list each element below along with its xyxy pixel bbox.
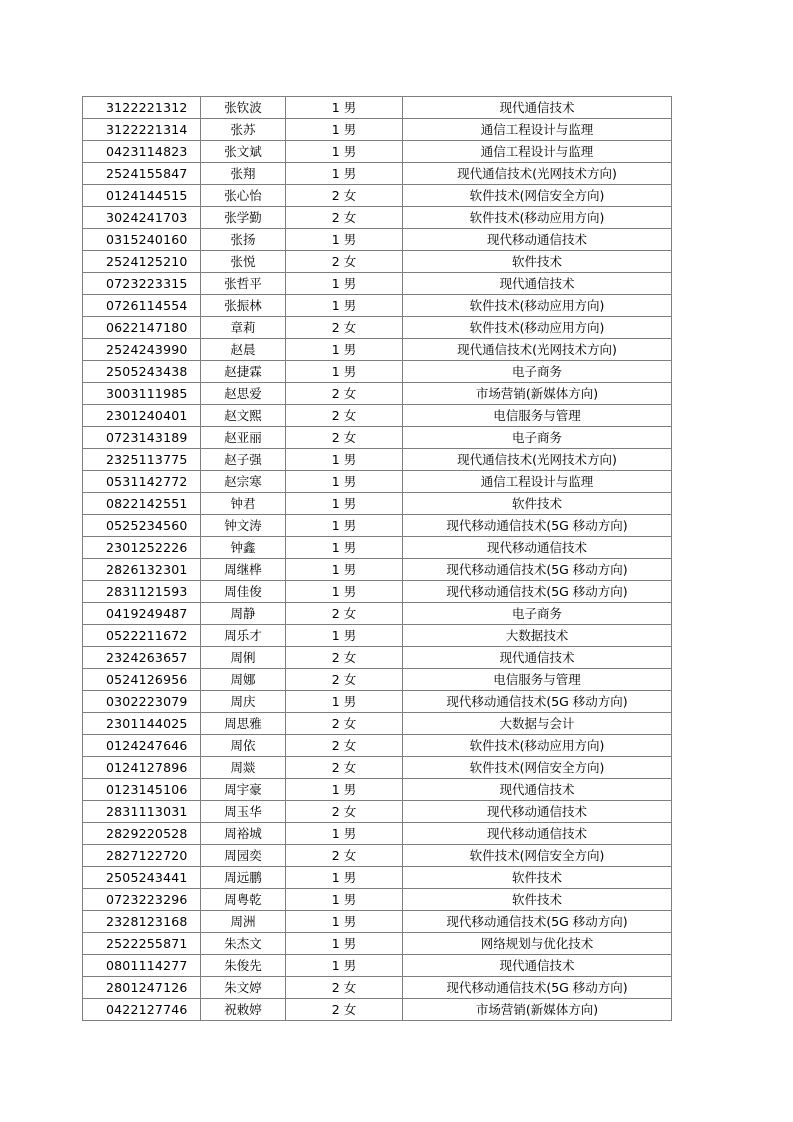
student-id-cell: 3122221314	[83, 119, 201, 141]
gender-cell: 2 女	[286, 801, 403, 823]
student-id-cell: 0531142772	[83, 471, 201, 493]
table-row	[83, 207, 672, 229]
student-name-cell: 周乐才	[201, 625, 286, 647]
gender-cell: 1 男	[286, 779, 403, 801]
student-id-cell: 2301240401	[83, 405, 201, 427]
student-id-cell: 0423114823	[83, 141, 201, 163]
student-name-cell: 张心怡	[201, 185, 286, 207]
student-name-cell: 周庆	[201, 691, 286, 713]
gender-cell: 2 女	[286, 251, 403, 273]
table-row	[83, 625, 672, 647]
student-id-cell: 2831121593	[83, 581, 201, 603]
major-cell: 现代移动通信技术(5G 移动方向)	[403, 977, 672, 999]
table-row	[83, 889, 672, 911]
student-name-cell: 周继桦	[201, 559, 286, 581]
gender-cell: 2 女	[286, 383, 403, 405]
student-name-cell: 张苏	[201, 119, 286, 141]
table-row	[83, 823, 672, 845]
gender-cell: 1 男	[286, 295, 403, 317]
major-cell: 现代通信技术	[403, 647, 672, 669]
student-id-cell: 0124144515	[83, 185, 201, 207]
major-cell: 软件技术	[403, 493, 672, 515]
student-id-cell: 2826132301	[83, 559, 201, 581]
major-cell: 电子商务	[403, 603, 672, 625]
gender-cell: 2 女	[286, 405, 403, 427]
student-name-cell: 张扬	[201, 229, 286, 251]
major-cell: 现代移动通信技术(5G 移动方向)	[403, 581, 672, 603]
student-id-cell: 3003111985	[83, 383, 201, 405]
table-row	[83, 471, 672, 493]
major-cell: 市场营销(新媒体方向)	[403, 999, 672, 1021]
student-name-cell: 赵捷霖	[201, 361, 286, 383]
major-cell: 市场营销(新媒体方向)	[403, 383, 672, 405]
major-cell: 软件技术	[403, 867, 672, 889]
gender-cell: 1 男	[286, 933, 403, 955]
student-id-cell: 3024241703	[83, 207, 201, 229]
gender-cell: 1 男	[286, 823, 403, 845]
gender-cell: 1 男	[286, 273, 403, 295]
table-row	[83, 317, 672, 339]
table-row	[83, 273, 672, 295]
gender-cell: 1 男	[286, 537, 403, 559]
student-name-cell: 周裕城	[201, 823, 286, 845]
table-row	[83, 845, 672, 867]
major-cell: 软件技术(移动应用方向)	[403, 207, 672, 229]
student-name-cell: 朱俊先	[201, 955, 286, 977]
gender-cell: 1 男	[286, 581, 403, 603]
gender-cell: 1 男	[286, 625, 403, 647]
table-row	[83, 383, 672, 405]
table-row	[83, 493, 672, 515]
major-cell: 现代移动通信技术(5G 移动方向)	[403, 911, 672, 933]
major-cell: 软件技术(网信安全方向)	[403, 757, 672, 779]
major-cell: 软件技术	[403, 889, 672, 911]
student-id-cell: 0723143189	[83, 427, 201, 449]
gender-cell: 1 男	[286, 163, 403, 185]
student-name-cell: 赵思爱	[201, 383, 286, 405]
gender-cell: 1 男	[286, 493, 403, 515]
student-id-cell: 2524243990	[83, 339, 201, 361]
student-name-cell: 周静	[201, 603, 286, 625]
table-row	[83, 141, 672, 163]
roster-body	[83, 97, 672, 1021]
major-cell: 电子商务	[403, 427, 672, 449]
table-row	[83, 339, 672, 361]
table-row	[83, 603, 672, 625]
gender-cell: 1 男	[286, 515, 403, 537]
gender-cell: 2 女	[286, 845, 403, 867]
student-name-cell: 钟鑫	[201, 537, 286, 559]
table-row	[83, 691, 672, 713]
student-id-cell: 0723223315	[83, 273, 201, 295]
student-id-cell: 0419249487	[83, 603, 201, 625]
gender-cell: 2 女	[286, 603, 403, 625]
table-row	[83, 977, 672, 999]
gender-cell: 1 男	[286, 471, 403, 493]
gender-cell: 1 男	[286, 97, 403, 119]
table-row	[83, 559, 672, 581]
student-id-cell: 0302223079	[83, 691, 201, 713]
student-id-cell: 2831113031	[83, 801, 201, 823]
major-cell: 现代移动通信技术	[403, 229, 672, 251]
major-cell: 现代通信技术	[403, 97, 672, 119]
gender-cell: 1 男	[286, 339, 403, 361]
student-name-cell: 章莉	[201, 317, 286, 339]
major-cell: 大数据与会计	[403, 713, 672, 735]
major-cell: 通信工程设计与监理	[403, 471, 672, 493]
gender-cell: 1 男	[286, 119, 403, 141]
gender-cell: 2 女	[286, 669, 403, 691]
major-cell: 现代移动通信技术	[403, 823, 672, 845]
table-row	[83, 933, 672, 955]
student-name-cell: 张文斌	[201, 141, 286, 163]
gender-cell: 1 男	[286, 955, 403, 977]
student-id-cell: 2301252226	[83, 537, 201, 559]
table-row	[83, 427, 672, 449]
student-name-cell: 张振林	[201, 295, 286, 317]
student-name-cell: 赵晨	[201, 339, 286, 361]
student-name-cell: 周依	[201, 735, 286, 757]
student-name-cell: 张学勤	[201, 207, 286, 229]
student-name-cell: 周粤乾	[201, 889, 286, 911]
gender-cell: 1 男	[286, 229, 403, 251]
major-cell: 软件技术(网信安全方向)	[403, 845, 672, 867]
student-id-cell: 3122221312	[83, 97, 201, 119]
table-row	[83, 537, 672, 559]
major-cell: 现代通信技术	[403, 779, 672, 801]
student-id-cell: 2325113775	[83, 449, 201, 471]
gender-cell: 2 女	[286, 427, 403, 449]
student-id-cell: 0525234560	[83, 515, 201, 537]
table-row	[83, 911, 672, 933]
table-row	[83, 295, 672, 317]
student-id-cell: 0315240160	[83, 229, 201, 251]
gender-cell: 1 男	[286, 889, 403, 911]
student-name-cell: 周宇豪	[201, 779, 286, 801]
table-row	[83, 713, 672, 735]
gender-cell: 2 女	[286, 977, 403, 999]
student-id-cell: 0622147180	[83, 317, 201, 339]
gender-cell: 1 男	[286, 361, 403, 383]
student-name-cell: 周园奕	[201, 845, 286, 867]
gender-cell: 2 女	[286, 317, 403, 339]
student-name-cell: 赵亚丽	[201, 427, 286, 449]
gender-cell: 2 女	[286, 185, 403, 207]
student-name-cell: 祝敕婷	[201, 999, 286, 1021]
student-name-cell: 张翔	[201, 163, 286, 185]
gender-cell: 1 男	[286, 559, 403, 581]
major-cell: 现代移动通信技术	[403, 537, 672, 559]
student-id-cell: 2324263657	[83, 647, 201, 669]
table-row	[83, 801, 672, 823]
gender-cell: 2 女	[286, 647, 403, 669]
student-name-cell: 朱杰文	[201, 933, 286, 955]
major-cell: 现代通信技术	[403, 273, 672, 295]
major-cell: 网络规划与优化技术	[403, 933, 672, 955]
student-name-cell: 周洲	[201, 911, 286, 933]
student-id-cell: 0822142551	[83, 493, 201, 515]
student-id-cell: 0723223296	[83, 889, 201, 911]
table-row	[83, 757, 672, 779]
student-id-cell: 2801247126	[83, 977, 201, 999]
gender-cell: 2 女	[286, 207, 403, 229]
table-row	[83, 229, 672, 251]
student-name-cell: 赵宗寒	[201, 471, 286, 493]
gender-cell: 2 女	[286, 999, 403, 1021]
major-cell: 软件技术(移动应用方向)	[403, 317, 672, 339]
student-id-cell: 2829220528	[83, 823, 201, 845]
table-row	[83, 515, 672, 537]
student-name-cell: 钟君	[201, 493, 286, 515]
student-name-cell: 张钦波	[201, 97, 286, 119]
table-row	[83, 97, 672, 119]
table-row	[83, 955, 672, 977]
major-cell: 通信工程设计与监理	[403, 141, 672, 163]
gender-cell: 1 男	[286, 141, 403, 163]
student-name-cell: 张悦	[201, 251, 286, 273]
student-id-cell: 0522211672	[83, 625, 201, 647]
student-name-cell: 周玉华	[201, 801, 286, 823]
major-cell: 电信服务与管理	[403, 405, 672, 427]
table-row	[83, 119, 672, 141]
student-id-cell: 2505243441	[83, 867, 201, 889]
student-name-cell: 赵子强	[201, 449, 286, 471]
student-name-cell: 周俐	[201, 647, 286, 669]
gender-cell: 2 女	[286, 757, 403, 779]
student-id-cell: 2827122720	[83, 845, 201, 867]
major-cell: 电子商务	[403, 361, 672, 383]
student-id-cell: 0422127746	[83, 999, 201, 1021]
table-row	[83, 647, 672, 669]
student-id-cell: 2301144025	[83, 713, 201, 735]
student-name-cell: 赵文熙	[201, 405, 286, 427]
table-row	[83, 163, 672, 185]
student-id-cell: 2505243438	[83, 361, 201, 383]
major-cell: 现代通信技术(光网技术方向)	[403, 163, 672, 185]
gender-cell: 2 女	[286, 713, 403, 735]
student-name-cell: 朱文婷	[201, 977, 286, 999]
student-id-cell: 2524155847	[83, 163, 201, 185]
major-cell: 大数据技术	[403, 625, 672, 647]
student-name-cell: 钟文涛	[201, 515, 286, 537]
student-name-cell: 周佳俊	[201, 581, 286, 603]
student-id-cell: 0124247646	[83, 735, 201, 757]
major-cell: 现代移动通信技术(5G 移动方向)	[403, 559, 672, 581]
student-name-cell: 周娜	[201, 669, 286, 691]
student-id-cell: 0726114554	[83, 295, 201, 317]
major-cell: 通信工程设计与监理	[403, 119, 672, 141]
gender-cell: 1 男	[286, 691, 403, 713]
major-cell: 电信服务与管理	[403, 669, 672, 691]
student-id-cell: 0524126956	[83, 669, 201, 691]
student-roster-table	[82, 96, 672, 1021]
gender-cell: 1 男	[286, 449, 403, 471]
major-cell: 现代通信技术	[403, 955, 672, 977]
major-cell: 现代移动通信技术	[403, 801, 672, 823]
major-cell: 软件技术	[403, 251, 672, 273]
gender-cell: 1 男	[286, 867, 403, 889]
major-cell: 软件技术(网信安全方向)	[403, 185, 672, 207]
table-row	[83, 669, 672, 691]
major-cell: 现代通信技术(光网技术方向)	[403, 449, 672, 471]
student-name-cell: 周燚	[201, 757, 286, 779]
table-row	[83, 185, 672, 207]
gender-cell: 2 女	[286, 735, 403, 757]
table-row	[83, 581, 672, 603]
gender-cell: 1 男	[286, 911, 403, 933]
table-row	[83, 779, 672, 801]
major-cell: 现代移动通信技术(5G 移动方向)	[403, 691, 672, 713]
major-cell: 现代移动通信技术(5G 移动方向)	[403, 515, 672, 537]
student-name-cell: 周远鹏	[201, 867, 286, 889]
student-id-cell: 0123145106	[83, 779, 201, 801]
student-id-cell: 0801114277	[83, 955, 201, 977]
table-row	[83, 735, 672, 757]
student-id-cell: 2524125210	[83, 251, 201, 273]
table-row	[83, 405, 672, 427]
student-id-cell: 2328123168	[83, 911, 201, 933]
student-id-cell: 2522255871	[83, 933, 201, 955]
student-name-cell: 张哲平	[201, 273, 286, 295]
major-cell: 软件技术(移动应用方向)	[403, 295, 672, 317]
table-row	[83, 361, 672, 383]
table-row	[83, 999, 672, 1021]
student-name-cell: 周思雅	[201, 713, 286, 735]
student-id-cell: 0124127896	[83, 757, 201, 779]
table-row	[83, 251, 672, 273]
major-cell: 现代通信技术(光网技术方向)	[403, 339, 672, 361]
table-row	[83, 449, 672, 471]
major-cell: 软件技术(移动应用方向)	[403, 735, 672, 757]
table-row	[83, 867, 672, 889]
